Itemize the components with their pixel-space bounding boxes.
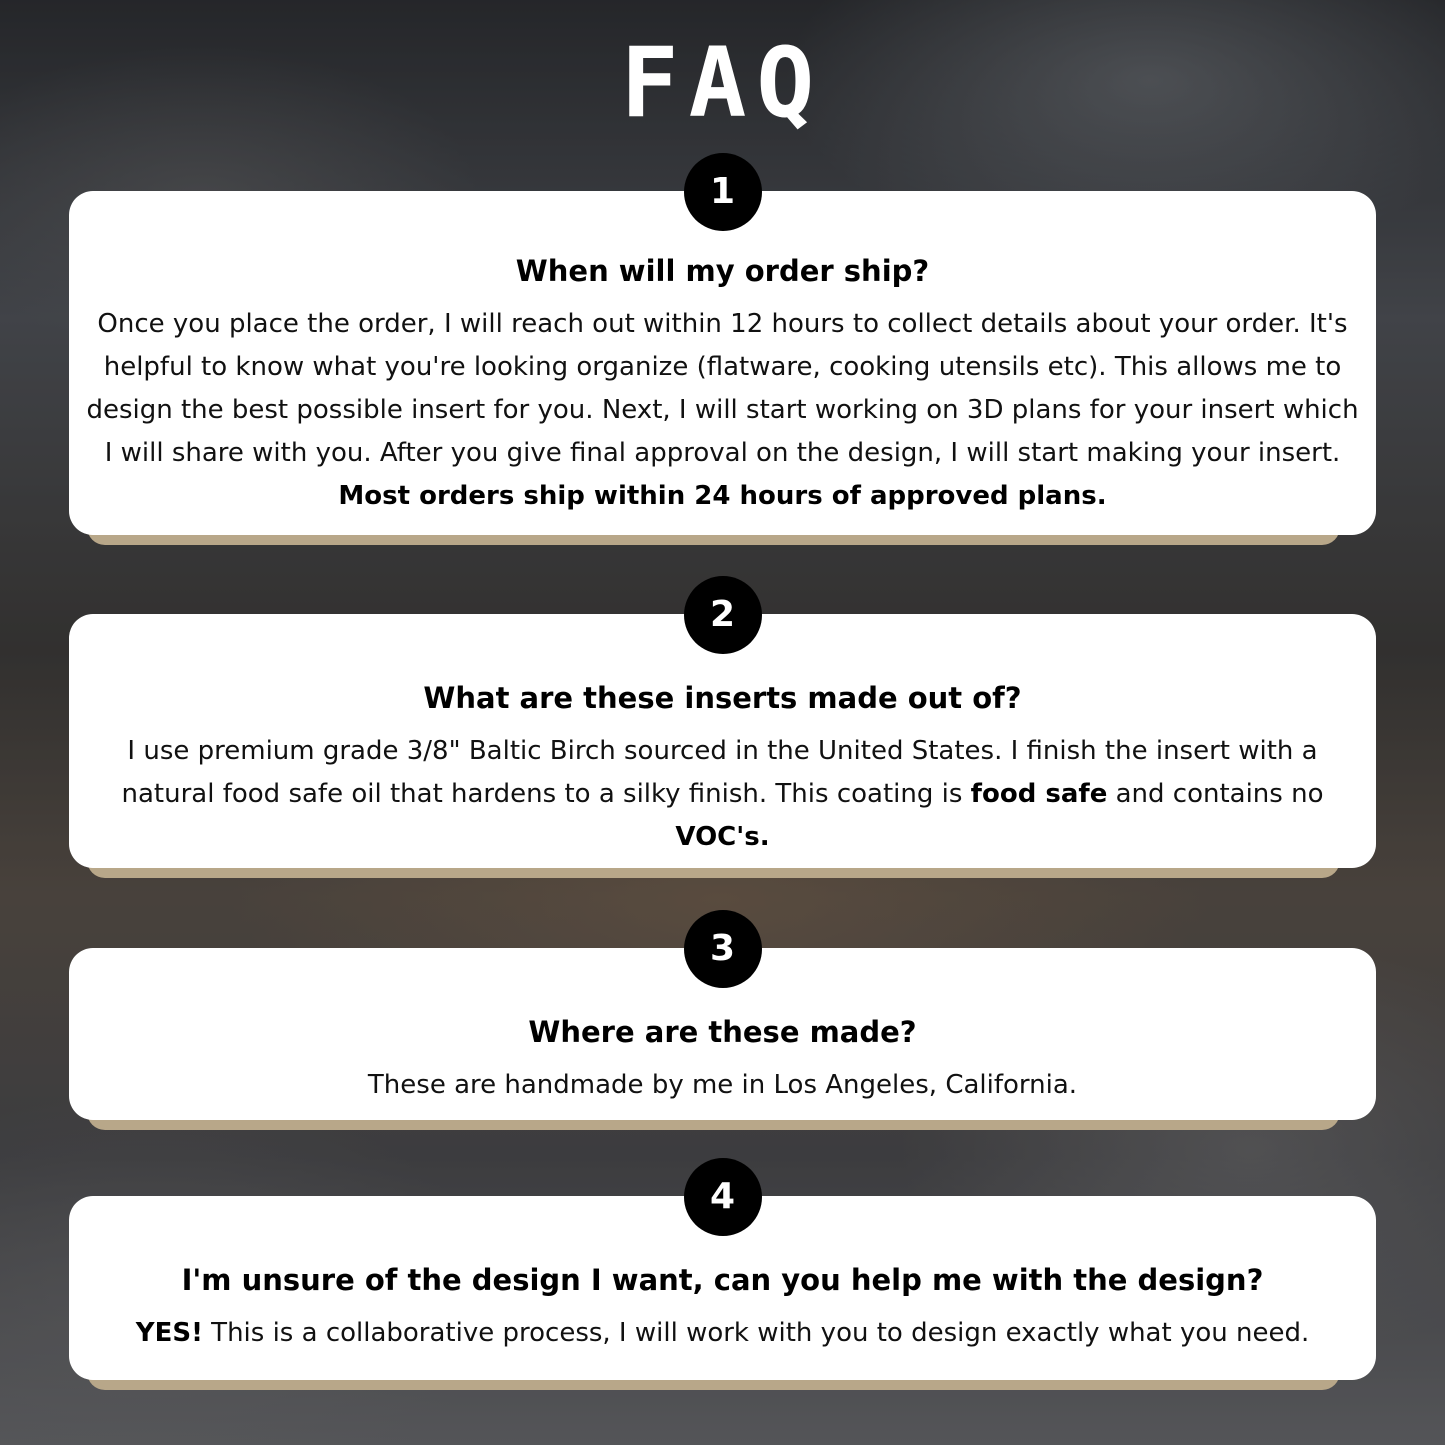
faq-answer-line: Once you place the order, I will reach out within 12 hours to collect details about your order. It's [97, 309, 1348, 339]
faq-number-badge: 1 [684, 153, 762, 231]
faq-answer-line: I will share with you. After you give final approval on the design, I will start making your insert. [104, 438, 1341, 468]
faq-card [69, 1176, 1376, 1380]
faq-item-1 [69, 171, 1376, 535]
faq-answer-highlight: YES! [135, 1318, 203, 1348]
faq-item-4 [69, 1176, 1376, 1380]
faq-answer-line [69, 773, 1376, 816]
faq-answer-highlight: Most orders ship within 24 hours of approved plans. [338, 481, 1107, 511]
page-title: FAQ [620, 27, 825, 139]
faq-answer-line: I use premium grade 3/8" Baltic Birch sourced in the United States. I finish the insert with a [127, 736, 1318, 766]
faq-question: Where are these made? [528, 1015, 917, 1049]
faq-answer-text: and contains no [1107, 779, 1324, 809]
faq-card [69, 171, 1376, 535]
faq-answer-highlight: food safe [970, 779, 1108, 809]
faq-item-2 [69, 594, 1376, 868]
faq-answer-line [69, 1312, 1376, 1355]
faq-answer-text: natural food safe oil that hardens to a silky finish. This coating is [121, 779, 971, 809]
faq-answer-highlight: VOC's. [675, 822, 770, 852]
faq-number-badge: 3 [684, 910, 762, 988]
faq-item-3 [69, 928, 1376, 1120]
faq-card [69, 594, 1376, 868]
faq-question: I'm unsure of the design I want, can you help me with the design? [181, 1263, 1264, 1297]
faq-card [69, 928, 1376, 1120]
faq-answer-line: design the best possible insert for you. Next, I will start working on 3D plans for your insert which [86, 395, 1359, 425]
faq-answer-line [69, 816, 1376, 859]
faq-answer-text: This is a collaborative process, I will work with you to design exactly what you need. [202, 1318, 1310, 1348]
faq-answer-line: helpful to know what you're looking organize (flatware, cooking utensils etc). This allows me to [103, 352, 1342, 382]
faq-answer-line [69, 475, 1376, 518]
faq-number-badge: 2 [684, 576, 762, 654]
faq-question: When will my order ship? [515, 254, 930, 288]
faq-answer-line: These are handmade by me in Los Angeles, California. [367, 1070, 1078, 1100]
faq-question: What are these inserts made out of? [423, 681, 1022, 715]
faq-number-badge: 4 [684, 1158, 762, 1236]
